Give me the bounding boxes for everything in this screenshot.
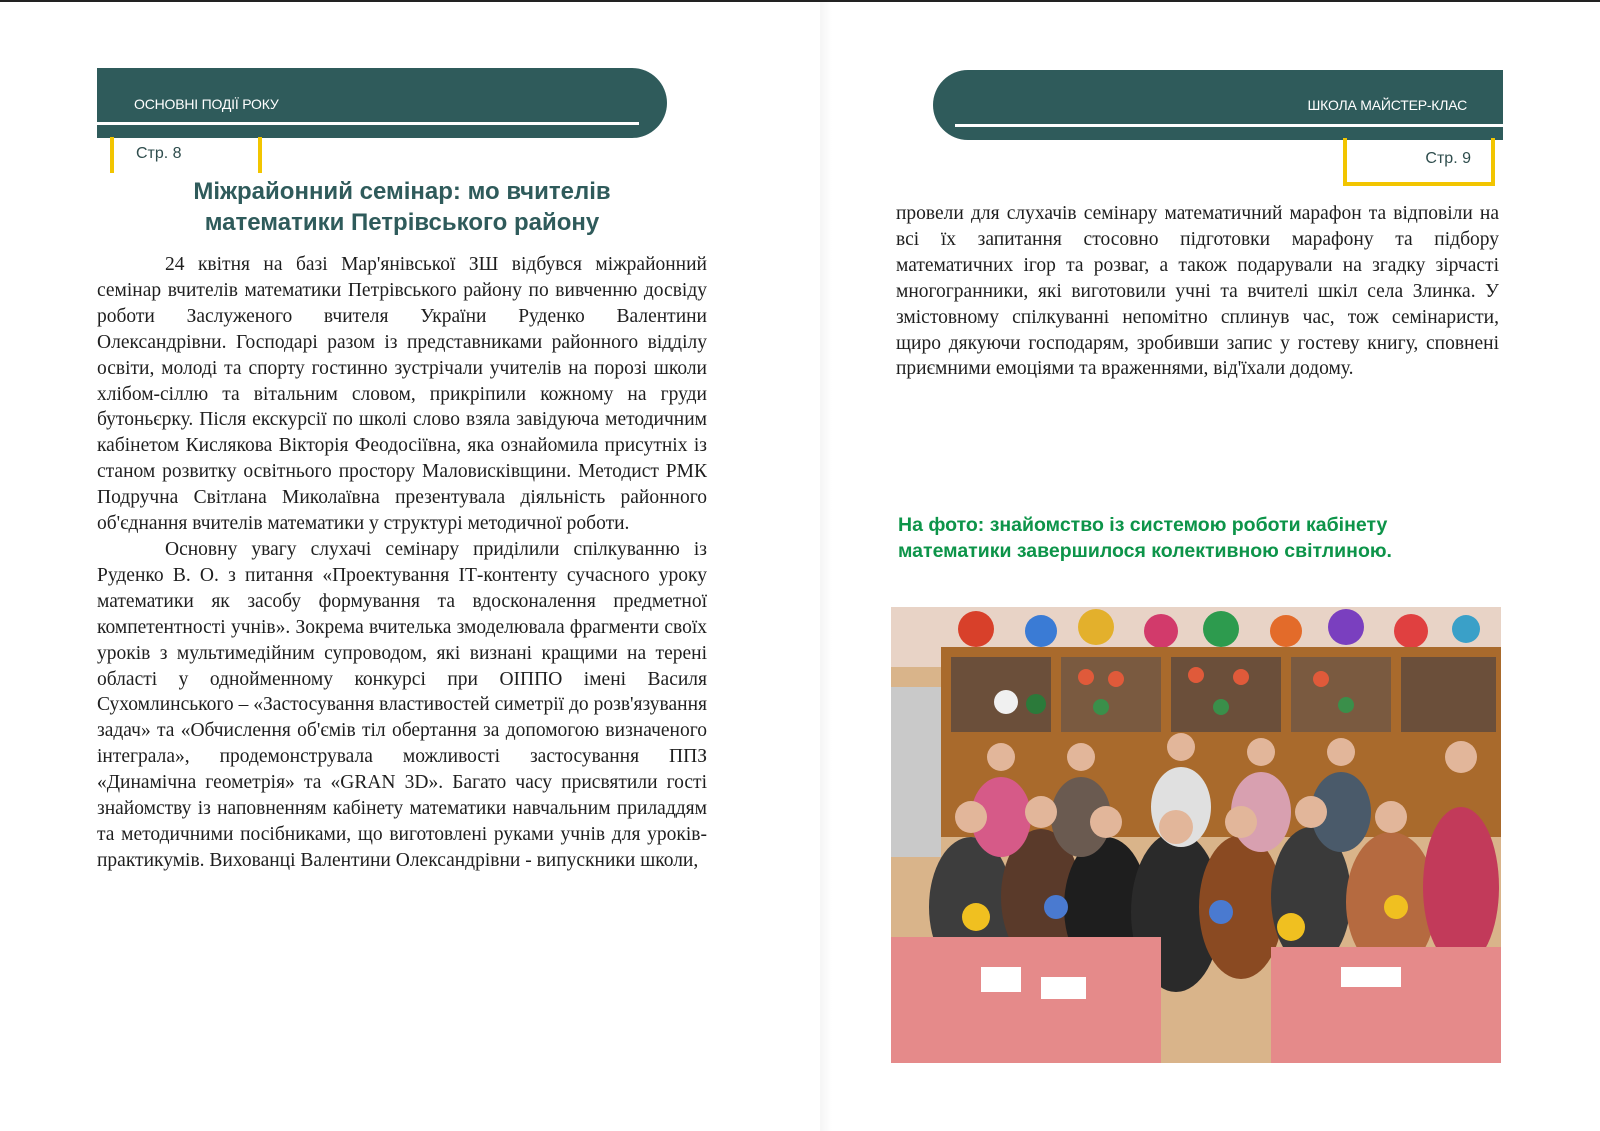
group-photo — [891, 607, 1501, 1063]
photo-caption-line1: На фото: знайомство із системою роботи кабінету — [898, 514, 1388, 536]
left-page-number-bracket — [110, 137, 262, 173]
right-page-number: Стр. 9 — [1425, 150, 1471, 167]
left-body-column — [97, 252, 707, 874]
left-paragraph-2: Основну увагу слухачі семінару приділили спілкуванню із Руденко В. О. з питання «Проектування ІТ-контенту сучасного уроку математики як засобу формування та вдосконалення предметної компетентності учнів». Зокрема вчителька змоделювала фрагменти своїх уроків з мультимедійним супроводом, які визнані кращими на терені області у однойменному конкурсі при ОІППО імені Василя Сухомлинського – «Застосування властивостей симетрії до розв'язування задач» та «Обчислення об'ємів тіл обертання за допомогою визначеного інтеграла», продемонструвала можливості застосування ППЗ «Динамічна геометрія» та «GRAN 3D». Багато часу присвятили гості знайомству із наповненням кабінету математики навчальним приладдям та методичними посібниками, що виготовлені руками учнів для уроків-практикумів. Вихованці Валентини Олександрівни - випускники школи, — [97, 538, 707, 871]
left-banner-rule — [97, 122, 639, 125]
left-section-header: ОСНОВНІ ПОДІЇ РОКУ — [134, 96, 279, 112]
photo-caption — [898, 513, 1498, 564]
photo-caption-line2: математики завершилося колективною світлиною. — [898, 539, 1392, 562]
left-page-number: Стр. 8 — [136, 145, 182, 162]
left-paragraph-1: 24 квітня на базі Мар'янівської ЗШ відбувся міжрайонний семінар вчителів математики Петрівського району по вивченню досвіду роботи Заслуженого вчителя України Руденко Валентини Олександрівни. Господарі разом із представниками районного відділу освіти, молоді та спорту гостинно зустрічали учителів на порозі школи хлібом-сіллю та вітальним словом, прикріпили кожному на груди бутоньєрку. Після екскурсії по школі слово взяла завідуюча методичним кабінетом Кислякова Вікторія Феодосіївна, яка ознайомила присутніх із станом розвитку освітнього простору Маловисківщини. Методист РМК Подручна Світлана Миколаївна презентувала діяльність районного об'єднання вчителів математики у структурі методичної роботи. — [97, 254, 707, 535]
right-section-banner — [933, 70, 1503, 140]
right-page-number-bracket — [1343, 138, 1495, 186]
article-title-line2: математики Петрівського району — [204, 209, 600, 236]
right-paragraph: провели для слухачів семінару математичний марафон та відповіли на всі їх запитання стосовно підготовки марафону та підбору математичних ігор та розваг, а також подарували на згадку зірчасті многогранники, які виготовили учні та вчителі шкіл села Злинка. У змістовному спілкуванні непомітно сплинув час, тож семінаристи, щиро дякуючи господарям, зробивши запис у гостеву книгу, сповнені приємними емоціями та враженнями, від'їхали додому. — [896, 203, 1499, 380]
left-section-banner — [97, 68, 667, 138]
right-section-header: ШКОЛА МАЙСТЕР-КЛАС — [1307, 97, 1467, 113]
right-banner-rule — [955, 124, 1503, 127]
page-top-border — [0, 0, 1600, 2]
right-body-column — [896, 201, 1499, 382]
article-title — [97, 176, 707, 238]
article-title-line1: Міжрайонний семінар: мо вчителів — [193, 178, 611, 205]
spread-gutter — [820, 0, 832, 1131]
group-photo-icon — [891, 607, 1501, 1063]
